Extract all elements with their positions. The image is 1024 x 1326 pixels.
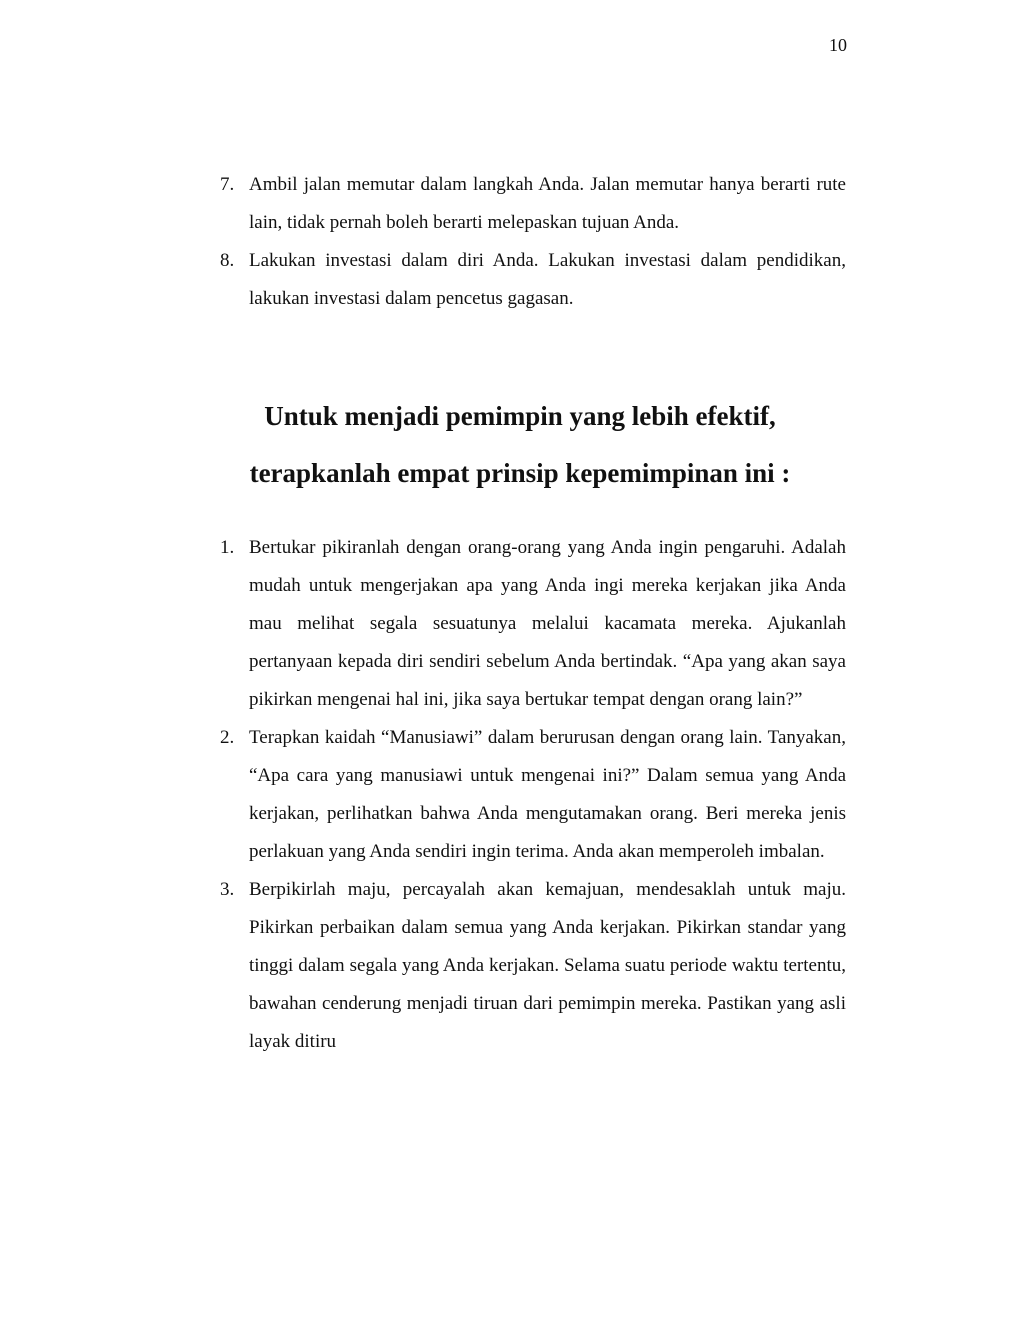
list-item [220,166,846,242]
section-heading [180,388,860,502]
section-heading-line-2: terapkanlah empat prinsip kepemimpinan ini : [249,458,791,488]
list-item-number: 8. [220,250,235,271]
list-item [220,719,846,871]
list-item-text: Berpikirlah maju, percayalah akan kemajuan, mendesaklah untuk maju. Pikirkan perbaikan dalam semua yang Anda kerjakan. Pikirkan standar yang tinggi dalam segala yang Anda kerjakan. Selama suatu periode waktu tertentu, bawahan cenderung menjadi tiruan dari pemimpin mereka. Pastikan yang asli layak ditiru [249,879,846,1052]
list-item [220,871,846,1061]
list-item-number: 2. [220,727,235,748]
principles-list [220,529,846,1061]
tips-list-continued [220,166,846,318]
list-item [220,529,846,719]
list-item-text: Bertukar pikiranlah dengan orang-orang yang Anda ingin pengaruhi. Adalah mudah untuk mengerjakan apa yang Anda ingi mereka kerjakan jika Anda mau melihat segala sesuatunya melalui kacamata mereka. Ajukanlah pertanyaan kepada diri sendiri sebelum Anda bertindak. “Apa yang akan saya pikirkan mengenai hal ini, jika saya bertukar tempat dengan orang lain?” [249,537,846,710]
list-item-number: 7. [220,174,235,195]
list-item-text: Ambil jalan memutar dalam langkah Anda. Jalan memutar hanya berarti rute lain, tidak pernah boleh berarti melepaskan tujuan Anda. [249,174,846,233]
list-item [220,242,846,318]
list-item-number: 1. [220,537,235,558]
list-item-text: Terapkan kaidah “Manusiawi” dalam berurusan dengan orang lain. Tanyakan, “Apa cara yang manusiawi untuk mengenai ini?” Dalam semua yang Anda kerjakan, perlihatkan bahwa Anda mengutamakan orang. Beri mereka jenis perlakuan yang Anda sendiri ingin terima. Anda akan memperoleh imbalan. [249,727,846,862]
list-item-number: 3. [220,879,235,900]
section-heading-line-1: Untuk menjadi pemimpin yang lebih efektif, [264,401,776,431]
page-number: 10 [829,35,847,55]
list-item-text: Lakukan investasi dalam diri Anda. Lakukan investasi dalam pendidikan, lakukan investasi dalam pencetus gagasan. [249,250,846,309]
